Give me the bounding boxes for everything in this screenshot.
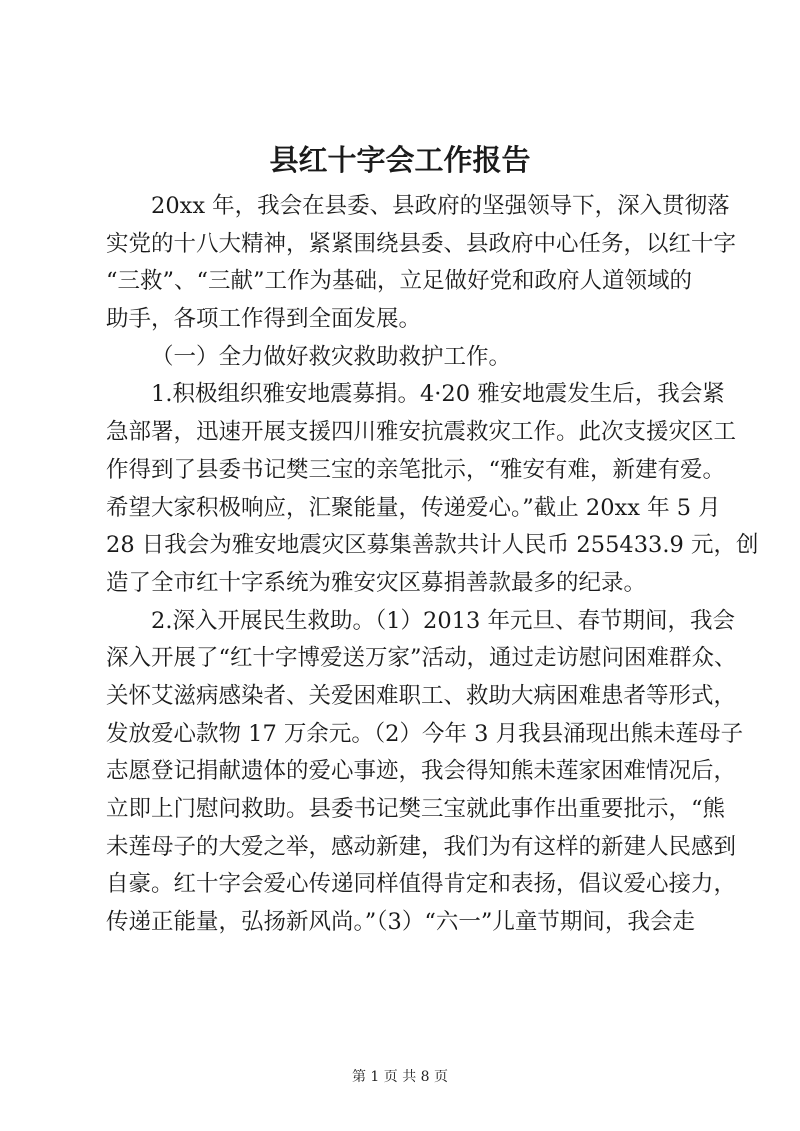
paragraph-line: 自豪。红十字会爱心传递同样值得肯定和表扬，倡议爱心接力， xyxy=(106,871,737,898)
paragraph-line: 传递正能量，弘扬新风尚。”（3）“六一”儿童节期间，我会走 xyxy=(106,909,695,936)
paragraph-line: 未莲母子的大爱之举，感动新建，我们为有这样的新建人民感到 xyxy=(106,833,737,860)
page-number-footer: 第 1 页 共 8 页 xyxy=(351,1069,449,1085)
paragraph-line: 急部署，迅速开展支援四川雅安抗震救灾工作。此次支援灾区工 xyxy=(106,419,737,446)
paragraph-line: 发放爱心款物 17 万余元。（2）今年 3 月我县涌现出熊未莲母子 xyxy=(106,720,744,747)
paragraph-line: 28 日我会为雅安地震灾区募集善款共计人民币 255433.9 元，创 xyxy=(106,532,759,559)
paragraph-line: 20xx 年，我会在县委、县政府的坚强领导下，深入贯彻落 xyxy=(151,193,730,219)
paragraph-line: 希望大家积极响应，汇聚能量，传递爱心。”截止 20xx 年 5 月 xyxy=(106,494,721,521)
paragraph-line: “三救”、“三献”工作为基础，立足做好党和政府人道领域的 xyxy=(106,268,693,295)
paragraph-line: 深入开展了“红十字博爱送万家”活动，通过走访慰问困难群众、 xyxy=(106,645,737,672)
paragraph-line: 助手，各项工作得到全面发展。 xyxy=(106,306,422,333)
paragraph-line: 2.深入开展民生救助。（1）2013 年元旦、春节期间，我会 xyxy=(151,607,735,634)
paragraph-line: 造了全市红十字系统为雅安灾区募捐善款最多的纪录。 xyxy=(106,569,647,596)
document-title: 县红十字会工作报告 xyxy=(269,143,531,177)
paragraph-line: 关怀艾滋病感染者、关爱困难职工、救助大病困难患者等形式， xyxy=(106,682,737,709)
paragraph-line: 1.积极组织雅安地震募捐。4·20 雅安地震发生后，我会紧 xyxy=(151,381,725,408)
document-body xyxy=(106,188,759,942)
paragraph-line: 立即上门慰问救助。县委书记樊三宝就此事作出重要批示，“熊 xyxy=(106,796,726,822)
paragraph-line: 作得到了县委书记樊三宝的亲笔批示，“雅安有难，新建有爱。 xyxy=(106,456,726,483)
paragraph-line: 志愿登记捐献遗体的爱心事迹，我会得知熊未莲家困难情况后， xyxy=(106,758,737,785)
paragraph-line: 实党的十八大精神，紧紧围绕县委、县政府中心任务，以红十字 xyxy=(106,230,737,257)
section-heading: （一）全力做好救灾救助救护工作。 xyxy=(151,343,512,370)
